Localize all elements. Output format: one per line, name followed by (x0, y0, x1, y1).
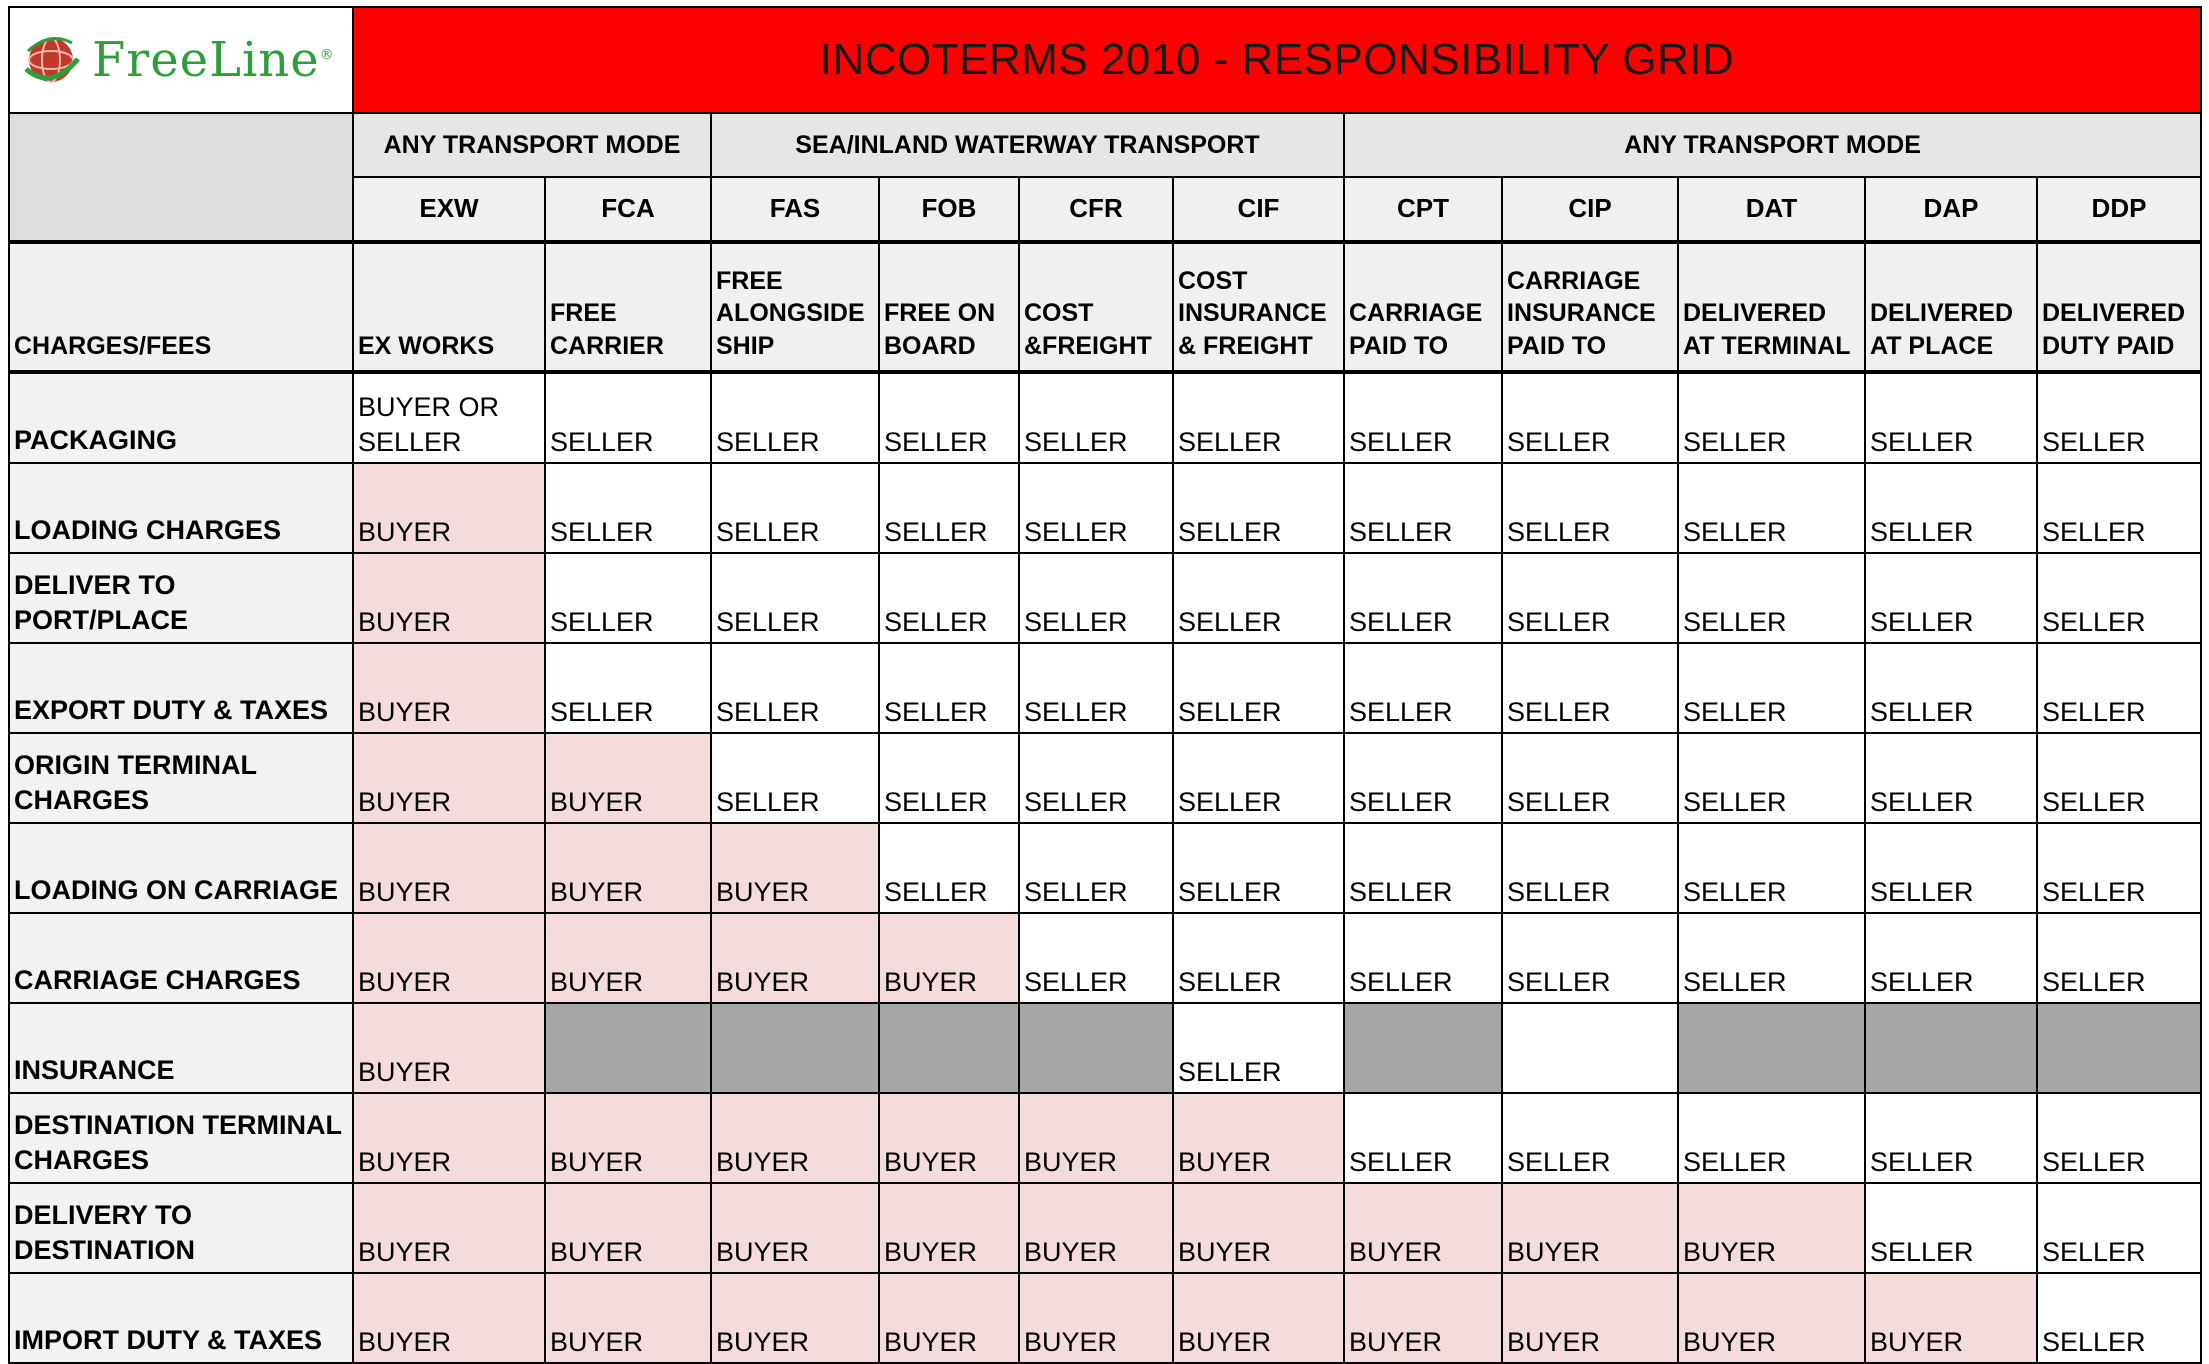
term-code-fob: FOB (879, 177, 1019, 242)
term-name-exw: EX WORKS (353, 242, 545, 372)
corner-cell (9, 113, 353, 242)
grid-cell-ddp: SELLER (2037, 1273, 2201, 1363)
grid-cell-cip: SELLER (1502, 372, 1678, 463)
transport-group-header: ANY TRANSPORT MODE (353, 113, 711, 177)
grid-cell-fas: BUYER (711, 1183, 879, 1273)
grid-cell-ddp: SELLER (2037, 643, 2201, 733)
grid-cell-cpt: SELLER (1344, 913, 1502, 1003)
grid-cell-fob: SELLER (879, 372, 1019, 463)
grid-cell-cif: BUYER (1173, 1273, 1344, 1363)
grid-cell-fca: BUYER (545, 913, 711, 1003)
grid-cell-fob: SELLER (879, 823, 1019, 913)
table-row (9, 1003, 2201, 1093)
grid-cell-cfr: BUYER (1019, 1273, 1173, 1363)
grid-cell-cpt: SELLER (1344, 1093, 1502, 1183)
grid-cell-dap: SELLER (1865, 463, 2037, 553)
grid-cell-exw: BUYER OR SELLER (353, 372, 545, 463)
table-row (9, 1183, 2201, 1273)
grid-cell-dat: SELLER (1678, 643, 1865, 733)
grid-cell-ddp: SELLER (2037, 553, 2201, 643)
term-code-dat: DAT (1678, 177, 1865, 242)
grid-cell-dap (1865, 1003, 2037, 1093)
page-title: INCOTERMS 2010 - RESPONSIBILITY GRID (353, 7, 2201, 113)
grid-cell-fca: BUYER (545, 1273, 711, 1363)
grid-cell-dat: BUYER (1678, 1273, 1865, 1363)
logo-cell (9, 7, 353, 113)
grid-cell-fas: BUYER (711, 1093, 879, 1183)
grid-cell-fca: BUYER (545, 1183, 711, 1273)
grid-cell-dap: SELLER (1865, 823, 2037, 913)
table-row (9, 733, 2201, 823)
grid-cell-cif: SELLER (1173, 733, 1344, 823)
grid-cell-cfr: SELLER (1019, 553, 1173, 643)
term-code-cfr: CFR (1019, 177, 1173, 242)
grid-cell-cfr: BUYER (1019, 1183, 1173, 1273)
grid-cell-cip: SELLER (1502, 913, 1678, 1003)
term-name-dap: DELIVERED AT PLACE (1865, 242, 2037, 372)
grid-cell-dap: SELLER (1865, 733, 2037, 823)
term-code-exw: EXW (353, 177, 545, 242)
grid-cell-fas: SELLER (711, 463, 879, 553)
charge-label: LOADING CHARGES (9, 463, 353, 553)
grid-cell-fas (711, 1003, 879, 1093)
globe-icon (20, 29, 82, 91)
grid-cell-cfr: SELLER (1019, 372, 1173, 463)
grid-cell-cif: SELLER (1173, 643, 1344, 733)
grid-cell-fas: BUYER (711, 1273, 879, 1363)
grid-cell-exw: BUYER (353, 1183, 545, 1273)
grid-cell-cip: BUYER (1502, 1183, 1678, 1273)
grid-cell-exw: BUYER (353, 913, 545, 1003)
table-row (9, 372, 2201, 463)
grid-cell-dat (1678, 1003, 1865, 1093)
grid-cell-dap: SELLER (1865, 643, 2037, 733)
grid-cell-cif: SELLER (1173, 372, 1344, 463)
grid-cell-cip: SELLER (1502, 643, 1678, 733)
grid-cell-fas: SELLER (711, 553, 879, 643)
term-name-fca: FREE CARRIER (545, 242, 711, 372)
charge-label: INSURANCE (9, 1003, 353, 1093)
grid-cell-ddp: SELLER (2037, 1093, 2201, 1183)
grid-cell-cip: SELLER (1502, 1093, 1678, 1183)
charge-label: PACKAGING (9, 372, 353, 463)
grid-cell-dat: SELLER (1678, 463, 1865, 553)
table-row (9, 1093, 2201, 1183)
grid-cell-fca: BUYER (545, 823, 711, 913)
charge-label: ORIGIN TERMINAL CHARGES (9, 733, 353, 823)
grid-cell-dat: SELLER (1678, 372, 1865, 463)
grid-cell-cpt: BUYER (1344, 1273, 1502, 1363)
grid-cell-fob: BUYER (879, 1273, 1019, 1363)
term-name-cip: CARRIAGE INSURANCE PAID TO (1502, 242, 1678, 372)
grid-cell-ddp: SELLER (2037, 823, 2201, 913)
grid-cell-fas: BUYER (711, 913, 879, 1003)
brand-logo (20, 29, 342, 91)
grid-cell-dat: SELLER (1678, 553, 1865, 643)
grid-cell-dap: SELLER (1865, 553, 2037, 643)
table-row (9, 1273, 2201, 1363)
term-name-fob: FREE ON BOARD (879, 242, 1019, 372)
term-code-ddp: DDP (2037, 177, 2201, 242)
grid-cell-cfr: SELLER (1019, 823, 1173, 913)
grid-cell-dap: SELLER (1865, 913, 2037, 1003)
grid-cell-dat: SELLER (1678, 913, 1865, 1003)
grid-cell-dap: BUYER (1865, 1273, 2037, 1363)
grid-cell-cpt: SELLER (1344, 553, 1502, 643)
term-name-ddp: DELIVERED DUTY PAID (2037, 242, 2201, 372)
grid-cell-cif: SELLER (1173, 913, 1344, 1003)
term-name-dat: DELIVERED AT TERMINAL (1678, 242, 1865, 372)
grid-cell-exw: BUYER (353, 733, 545, 823)
transport-group-header: SEA/INLAND WATERWAY TRANSPORT (711, 113, 1344, 177)
grid-cell-cpt: SELLER (1344, 463, 1502, 553)
grid-cell-cfr (1019, 1003, 1173, 1093)
grid-cell-dap: SELLER (1865, 372, 2037, 463)
grid-cell-exw: BUYER (353, 553, 545, 643)
incoterms-grid-container (8, 6, 2200, 1357)
grid-cell-cfr: SELLER (1019, 733, 1173, 823)
grid-cell-ddp: SELLER (2037, 372, 2201, 463)
charge-label: IMPORT DUTY & TAXES (9, 1273, 353, 1363)
grid-cell-dat: SELLER (1678, 1093, 1865, 1183)
grid-cell-cfr: SELLER (1019, 913, 1173, 1003)
grid-cell-cip: SELLER (1502, 823, 1678, 913)
grid-cell-fca: BUYER (545, 1093, 711, 1183)
grid-cell-fca: SELLER (545, 463, 711, 553)
table-row (9, 913, 2201, 1003)
grid-cell-cif: BUYER (1173, 1093, 1344, 1183)
grid-cell-fob: SELLER (879, 733, 1019, 823)
grid-cell-cpt: SELLER (1344, 823, 1502, 913)
grid-cell-cfr: BUYER (1019, 1093, 1173, 1183)
grid-cell-fca: SELLER (545, 643, 711, 733)
grid-cell-fas: SELLER (711, 733, 879, 823)
grid-cell-fas: SELLER (711, 372, 879, 463)
grid-cell-fob: BUYER (879, 1093, 1019, 1183)
grid-cell-cif: SELLER (1173, 1003, 1344, 1093)
grid-cell-cif: SELLER (1173, 823, 1344, 913)
grid-cell-fob: SELLER (879, 463, 1019, 553)
grid-cell-cpt: SELLER (1344, 643, 1502, 733)
grid-cell-cip: BUYER (1502, 1273, 1678, 1363)
grid-cell-fob: BUYER (879, 913, 1019, 1003)
term-code-cip: CIP (1502, 177, 1678, 242)
grid-cell-fob: SELLER (879, 643, 1019, 733)
grid-cell-exw: BUYER (353, 823, 545, 913)
grid-cell-dap: SELLER (1865, 1183, 2037, 1273)
grid-cell-cpt: SELLER (1344, 733, 1502, 823)
grid-cell-cpt: SELLER (1344, 372, 1502, 463)
grid-cell-exw: BUYER (353, 643, 545, 733)
grid-cell-fas: BUYER (711, 823, 879, 913)
term-name-cif: COST INSURANCE & FREIGHT (1173, 242, 1344, 372)
table-row (9, 553, 2201, 643)
grid-cell-cip (1502, 1003, 1678, 1093)
grid-cell-ddp: SELLER (2037, 1183, 2201, 1273)
grid-cell-fca: BUYER (545, 733, 711, 823)
grid-cell-exw: BUYER (353, 1093, 545, 1183)
grid-cell-fob: SELLER (879, 553, 1019, 643)
grid-cell-ddp: SELLER (2037, 463, 2201, 553)
grid-cell-cip: SELLER (1502, 553, 1678, 643)
grid-cell-dat: SELLER (1678, 733, 1865, 823)
grid-cell-cfr: SELLER (1019, 463, 1173, 553)
grid-cell-fob: BUYER (879, 1183, 1019, 1273)
term-name-fas: FREE ALONGSIDE SHIP (711, 242, 879, 372)
grid-cell-cpt: BUYER (1344, 1183, 1502, 1273)
grid-cell-exw: BUYER (353, 1003, 545, 1093)
charge-label: DELIVERY TO DESTINATION (9, 1183, 353, 1273)
grid-cell-fas: SELLER (711, 643, 879, 733)
grid-cell-fca (545, 1003, 711, 1093)
table-row (9, 463, 2201, 553)
term-code-dap: DAP (1865, 177, 2037, 242)
term-code-fca: FCA (545, 177, 711, 242)
grid-cell-cif: BUYER (1173, 1183, 1344, 1273)
term-code-fas: FAS (711, 177, 879, 242)
grid-cell-cif: SELLER (1173, 553, 1344, 643)
transport-group-header: ANY TRANSPORT MODE (1344, 113, 2201, 177)
responsibility-grid (8, 6, 2202, 1364)
grid-cell-dat: BUYER (1678, 1183, 1865, 1273)
grid-cell-cfr: SELLER (1019, 643, 1173, 733)
charge-label: DELIVER TO PORT/PLACE (9, 553, 353, 643)
brand-name: FreeLine® (92, 31, 335, 88)
charge-label: LOADING ON CARRIAGE (9, 823, 353, 913)
grid-cell-fob (879, 1003, 1019, 1093)
charge-label: DESTINATION TERMINAL CHARGES (9, 1093, 353, 1183)
table-row (9, 823, 2201, 913)
grid-cell-dat: SELLER (1678, 823, 1865, 913)
charge-label: CARRIAGE CHARGES (9, 913, 353, 1003)
grid-cell-fca: SELLER (545, 553, 711, 643)
grid-cell-ddp: SELLER (2037, 733, 2201, 823)
grid-cell-fca: SELLER (545, 372, 711, 463)
grid-cell-ddp (2037, 1003, 2201, 1093)
grid-cell-exw: BUYER (353, 1273, 545, 1363)
grid-cell-cip: SELLER (1502, 463, 1678, 553)
term-code-cif: CIF (1173, 177, 1344, 242)
grid-cell-ddp: SELLER (2037, 913, 2201, 1003)
grid-cell-dap: SELLER (1865, 1093, 2037, 1183)
table-row (9, 643, 2201, 733)
term-name-cpt: CARRIAGE PAID TO (1344, 242, 1502, 372)
grid-cell-exw: BUYER (353, 463, 545, 553)
charge-label: EXPORT DUTY & TAXES (9, 643, 353, 733)
term-name-cfr: COST &FREIGHT (1019, 242, 1173, 372)
grid-cell-cif: SELLER (1173, 463, 1344, 553)
charges-fees-header: CHARGES/FEES (9, 242, 353, 372)
grid-cell-cip: SELLER (1502, 733, 1678, 823)
grid-cell-cpt (1344, 1003, 1502, 1093)
term-code-cpt: CPT (1344, 177, 1502, 242)
